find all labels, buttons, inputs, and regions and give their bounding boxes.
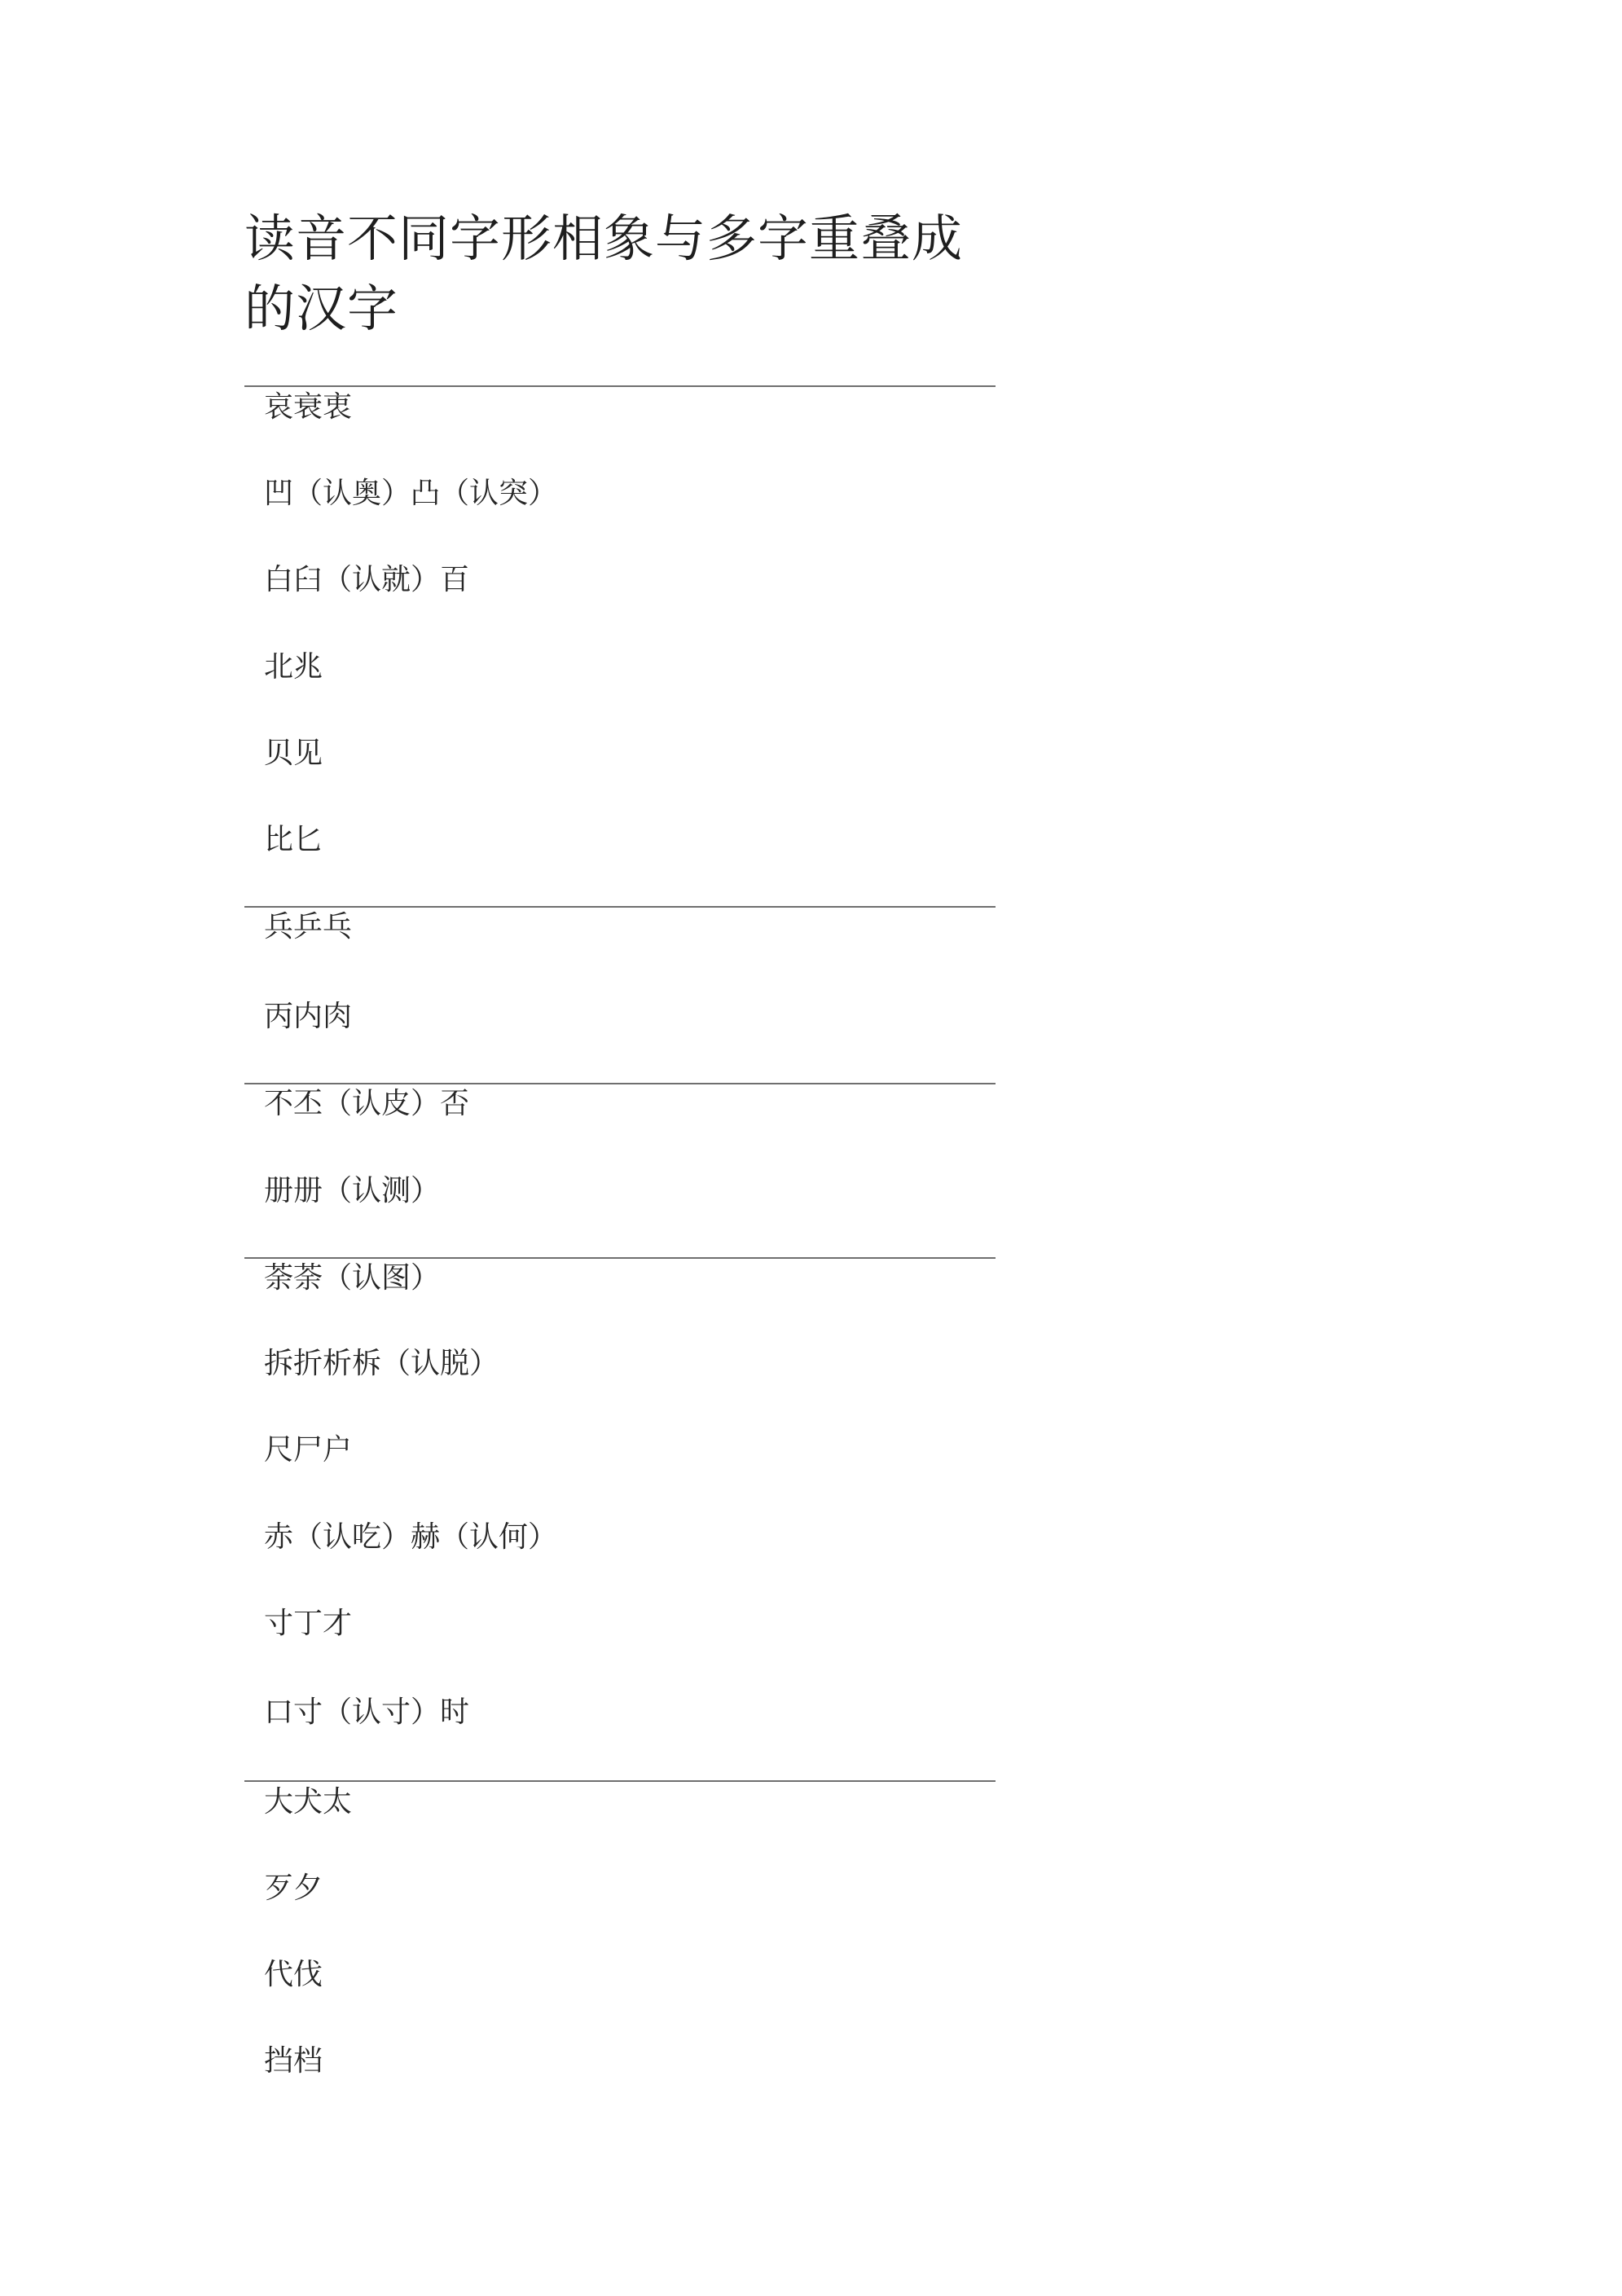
character-entry: 歹夕 bbox=[264, 1872, 323, 1905]
character-entry: 拆折析柝（认脱） bbox=[264, 1347, 499, 1380]
character-entry: 凹（认奥）凸（认突） bbox=[264, 477, 558, 510]
character-entry: 比匕 bbox=[264, 823, 323, 856]
character-entry: 口寸（认寸）时 bbox=[264, 1696, 470, 1729]
section-divider bbox=[244, 1780, 996, 1782]
character-entry: 大犬太 bbox=[264, 1785, 353, 1819]
character-entry: 丙内肉 bbox=[264, 1000, 353, 1033]
character-entry: 不丕（认皮）否 bbox=[264, 1087, 470, 1120]
character-entry: 贝见 bbox=[264, 737, 323, 770]
page-title-line-1: 读音不同字形相象与多字重叠成 bbox=[244, 209, 964, 268]
character-entry: 挡档 bbox=[264, 2044, 323, 2078]
character-entry: 北兆 bbox=[264, 650, 323, 684]
page-title bbox=[244, 204, 994, 344]
section-divider bbox=[244, 385, 996, 387]
character-entry: 册册（认测） bbox=[264, 1174, 441, 1207]
character-entry: 寸丁才 bbox=[264, 1607, 353, 1640]
section-divider bbox=[244, 1257, 996, 1259]
character-entry: 荼荼（认图） bbox=[264, 1261, 441, 1295]
character-entry: 代伐 bbox=[264, 1958, 323, 1991]
character-entry: 兵乒乓 bbox=[264, 910, 353, 943]
character-entry: 白臼（认就）百 bbox=[264, 563, 470, 596]
section-divider bbox=[244, 906, 996, 908]
section-divider bbox=[244, 1083, 996, 1084]
character-entry: 赤（认吃）赫（认何） bbox=[264, 1520, 558, 1554]
character-entry: 尺尸户 bbox=[264, 1433, 353, 1467]
character-entry: 哀衰衷 bbox=[264, 390, 353, 424]
page-title-line-2: 的汉字 bbox=[244, 279, 399, 338]
